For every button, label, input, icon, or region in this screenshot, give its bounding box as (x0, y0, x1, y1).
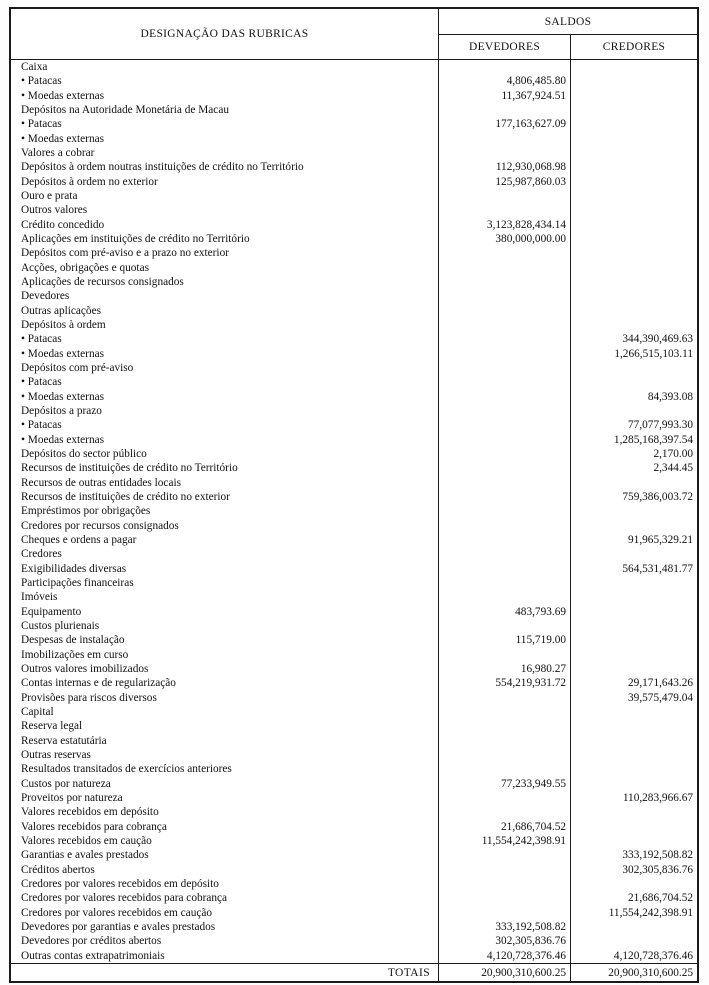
rubrica-label: Despesas de instalação (11, 633, 439, 647)
credores-value (571, 705, 697, 719)
credores-value: 564,531,481.77 (622, 562, 693, 575)
credores-value (571, 476, 697, 490)
rubrica-label: Valores a cobrar (11, 146, 439, 160)
credores-value: 333,192,508.82 (622, 849, 693, 862)
devedores-value (439, 318, 571, 332)
table-row (11, 175, 697, 189)
rubrica-label: Participações financeiras (11, 576, 439, 590)
table-row (11, 877, 697, 891)
rubrica-label: Outras contas extrapatrimoniais (11, 948, 439, 962)
table-row (11, 619, 697, 633)
table-row (11, 776, 697, 790)
rubrica-label: Créditos abertos (11, 862, 439, 876)
rubrica-label: Resultados transitados de exercícios anteriores (11, 762, 439, 776)
devedores-value (439, 504, 571, 518)
rubrica-label: Outras reservas (11, 748, 439, 762)
devedores-value (439, 647, 571, 661)
credores-value: 39,575,479.04 (628, 691, 693, 704)
devedores-value (439, 490, 571, 504)
table-row (11, 834, 697, 848)
rubrica-label: Proveitos por natureza (11, 791, 439, 805)
header-saldos-group (439, 9, 697, 59)
credores-value: 1,285,168,397.54 (613, 433, 693, 446)
rubrica-label: Ouro e prata (11, 189, 439, 203)
devedores-value: 4,120,728,376.46 (439, 948, 571, 962)
credores-value (571, 160, 697, 174)
credores-value (571, 733, 697, 747)
credores-value (571, 519, 697, 533)
devedores-value: 3,123,828,434.14 (439, 218, 571, 232)
credores-value (571, 89, 697, 103)
totals-credores-value: 20,900,310,600.25 (608, 966, 693, 979)
table-row (11, 490, 697, 504)
rubrica-label: • Moedas externas (11, 433, 439, 447)
devedores-value: 115,719.00 (439, 633, 571, 647)
rubrica-label: Imobilizações em curso (11, 647, 439, 661)
credores-value (571, 762, 697, 776)
devedores-value (439, 103, 571, 117)
devedores-value (439, 146, 571, 160)
table-row (11, 218, 697, 232)
table-row (11, 318, 697, 332)
credores-value: 21,686,704.52 (628, 892, 693, 905)
table-row (11, 848, 697, 862)
credores-value: 759,386,003.72 (622, 491, 693, 503)
rubrica-label: Credores por valores recebidos em caução (11, 905, 439, 919)
rubrica-label: Valores recebidos em depósito (11, 805, 439, 819)
table-row (11, 905, 697, 919)
rubrica-label: • Moedas externas (11, 390, 439, 404)
credores-value (571, 275, 697, 289)
table-row (11, 633, 697, 647)
rubrica-label: • Patacas (11, 375, 439, 389)
credores-value (571, 361, 697, 375)
table-row (11, 705, 697, 719)
devedores-value (439, 461, 571, 475)
credores-value: 84,393.08 (647, 390, 693, 403)
table-row (11, 361, 697, 375)
table-row (11, 576, 697, 590)
rubrica-label: Depósitos a prazo (11, 404, 439, 418)
credores-value (571, 318, 697, 332)
credores-value: 1,266,515,103.11 (614, 347, 693, 360)
devedores-value (439, 304, 571, 318)
devedores-value: 302,305,836.76 (439, 934, 571, 948)
credores-value (571, 776, 697, 790)
credores-value (571, 834, 697, 848)
table-row (11, 275, 697, 289)
credores-value (571, 819, 697, 833)
rubrica-label: • Moedas externas (11, 132, 439, 146)
table-row (11, 390, 697, 404)
table-row (11, 232, 697, 246)
table-row (11, 375, 697, 389)
table-row (11, 132, 697, 146)
devedores-value: 333,192,508.82 (439, 920, 571, 934)
table-row (11, 246, 697, 260)
credores-value (571, 175, 697, 189)
rubrica-label: Garantias e avales prestados (11, 848, 439, 862)
devedores-value (439, 690, 571, 704)
credores-value (571, 604, 697, 618)
credores-value (571, 404, 697, 418)
header-saldos: SALDOS (439, 9, 697, 35)
table-row (11, 476, 697, 490)
rubrica-label: Depósitos à ordem (11, 318, 439, 332)
devedores-value (439, 418, 571, 432)
table-row (11, 103, 697, 117)
rubrica-label: Crédito concedido (11, 218, 439, 232)
rubrica-label: Devedores por garantias e avales prestados (11, 920, 439, 934)
devedores-value (439, 447, 571, 461)
devedores-value (439, 289, 571, 303)
devedores-value (439, 619, 571, 633)
credores-value (571, 920, 697, 934)
credores-value: 91,965,329.21 (628, 533, 693, 546)
credores-value: 4,120,728,376.46 (613, 949, 693, 962)
totals-label: TOTAIS (11, 964, 439, 981)
rubrica-label: Recursos de instituições de crédito no exterior (11, 490, 439, 504)
rubrica-label: Custos plurienais (11, 619, 439, 633)
devedores-value (439, 347, 571, 361)
devedores-value (439, 733, 571, 747)
credores-value (571, 60, 697, 74)
table-row (11, 117, 697, 131)
rubrica-label: Depósitos com pré-aviso (11, 361, 439, 375)
table-row (11, 447, 697, 461)
table-row (11, 404, 697, 418)
balance-sheet-table (9, 7, 699, 983)
credores-value (571, 619, 697, 633)
table-row (11, 690, 697, 704)
credores-value (571, 132, 697, 146)
totals-devedores-value: 20,900,310,600.25 (439, 964, 571, 981)
rubrica-label: Credores por recursos consignados (11, 519, 439, 533)
rubrica-label: • Patacas (11, 117, 439, 131)
devedores-value (439, 805, 571, 819)
devedores-value (439, 433, 571, 447)
rubrica-label: Devedores (11, 289, 439, 303)
rubrica-label: Depósitos do sector público (11, 447, 439, 461)
header-saldos-subrow (439, 35, 697, 59)
devedores-value (439, 576, 571, 590)
credores-value (571, 647, 697, 661)
credores-value (571, 232, 697, 246)
credores-value (571, 261, 697, 275)
credores-value: 77,077,993.30 (628, 419, 693, 432)
credores-value: 302,305,836.76 (622, 863, 693, 876)
credores-value (571, 590, 697, 604)
table-row (11, 662, 697, 676)
rubrica-label: Reserva legal (11, 719, 439, 733)
table-row (11, 89, 697, 103)
table-row (11, 719, 697, 733)
credores-value (571, 74, 697, 88)
rubrica-label: Credores por valores recebidos em depósito (11, 877, 439, 891)
table-row (11, 533, 697, 547)
rubrica-label: Valores recebidos para cobrança (11, 819, 439, 833)
rubrica-label: • Patacas (11, 418, 439, 432)
rubrica-label: Reserva estatutária (11, 733, 439, 747)
rubrica-label: • Patacas (11, 74, 439, 88)
table-row (11, 289, 697, 303)
credores-value (571, 189, 697, 203)
devedores-value: 16,980.27 (439, 662, 571, 676)
rubrica-label: Caixa (11, 60, 439, 74)
devedores-value (439, 189, 571, 203)
table-row (11, 60, 697, 74)
devedores-value (439, 246, 571, 260)
header-designacao-das-rubricas: DESIGNAÇÃO DAS RUBRICAS (11, 9, 439, 59)
table-row (11, 347, 697, 361)
table-row (11, 160, 697, 174)
table-row (11, 891, 697, 905)
devedores-value (439, 877, 571, 891)
table-row (11, 862, 697, 876)
devedores-value: 483,793.69 (439, 604, 571, 618)
rubrica-label: Depósitos à ordem noutras instituições de crédito no Território (11, 160, 439, 174)
rubrica-label: Depósitos à ordem no exterior (11, 175, 439, 189)
table-row (11, 934, 697, 948)
table-row (11, 733, 697, 747)
rubrica-label: Equipamento (11, 604, 439, 618)
table-row (11, 74, 697, 88)
credores-value (571, 719, 697, 733)
table-row (11, 304, 697, 318)
devedores-value (439, 748, 571, 762)
credores-value (571, 146, 697, 160)
table-row (11, 433, 697, 447)
table-row (11, 819, 697, 833)
rubrica-label: Outros valores (11, 203, 439, 217)
devedores-value (439, 848, 571, 862)
devedores-value (439, 590, 571, 604)
credores-value: 2,170.00 (653, 448, 693, 461)
devedores-value (439, 905, 571, 919)
devedores-value: 554,219,931.72 (439, 676, 571, 690)
credores-value (571, 805, 697, 819)
devedores-value (439, 261, 571, 275)
devedores-value: 177,163,627.09 (439, 117, 571, 131)
table-row (11, 203, 697, 217)
rubrica-label: Imóveis (11, 590, 439, 604)
devedores-value (439, 519, 571, 533)
rubrica-label: Aplicações de recursos consignados (11, 275, 439, 289)
devedores-value (439, 361, 571, 375)
rubrica-label: Credores por valores recebidos para cobrança (11, 891, 439, 905)
rubrica-label: Devedores por créditos abertos (11, 934, 439, 948)
rubrica-label: • Moedas externas (11, 347, 439, 361)
table-row (11, 791, 697, 805)
devedores-value: 112,930,068.98 (439, 160, 571, 174)
table-row (11, 519, 697, 533)
credores-value: 110,283,966.67 (622, 791, 693, 804)
header-credores: CREDORES (602, 41, 666, 53)
credores-value (571, 304, 697, 318)
credores-value (571, 547, 697, 561)
rubrica-label: Recursos de outras entidades locais (11, 476, 439, 490)
rubrica-label: Valores recebidos em caução (11, 834, 439, 848)
devedores-value (439, 762, 571, 776)
credores-value (571, 203, 697, 217)
rubrica-label: Contas internas e de regularização (11, 676, 439, 690)
table-row (11, 189, 697, 203)
credores-value (571, 934, 697, 948)
credores-value (571, 103, 697, 117)
totals-row (11, 963, 697, 981)
table-row (11, 461, 697, 475)
devedores-value (439, 60, 571, 74)
rubrica-label: Aplicações em instituições de crédito no Território (11, 232, 439, 246)
devedores-value: 11,367,924.51 (439, 89, 571, 103)
table-row (11, 805, 697, 819)
table-row (11, 647, 697, 661)
credores-value: 11,554,242,398.91 (608, 906, 693, 919)
devedores-value (439, 476, 571, 490)
devedores-value (439, 132, 571, 146)
devedores-value: 4,806,485.80 (439, 74, 571, 88)
table-row (11, 332, 697, 346)
credores-value (571, 748, 697, 762)
rubrica-label: Outras aplicações (11, 304, 439, 318)
table-row (11, 604, 697, 618)
table-row (11, 762, 697, 776)
rubrica-label: • Moedas externas (11, 89, 439, 103)
devedores-value (439, 719, 571, 733)
devedores-value: 21,686,704.52 (439, 819, 571, 833)
rubrica-label: Depósitos na Autoridade Monetária de Macau (11, 103, 439, 117)
devedores-value (439, 533, 571, 547)
credores-value (571, 218, 697, 232)
credores-value: 344,390,469.63 (622, 333, 693, 346)
table-row (11, 920, 697, 934)
table-row (11, 504, 697, 518)
devedores-value (439, 332, 571, 346)
rubrica-label: Cheques e ordens a pagar (11, 533, 439, 547)
credores-value (571, 117, 697, 131)
devedores-value (439, 862, 571, 876)
rubrica-label: Capital (11, 705, 439, 719)
rubrica-label: Custos por natureza (11, 776, 439, 790)
rubrica-label: • Patacas (11, 332, 439, 346)
table-header (11, 9, 697, 60)
credores-value: 29,171,643.26 (628, 677, 693, 690)
table-body (11, 60, 697, 963)
credores-value (571, 289, 697, 303)
devedores-value (439, 390, 571, 404)
table-row (11, 676, 697, 690)
rubrica-label: Recursos de instituições de crédito no Território (11, 461, 439, 475)
rubrica-label: Exigibilidades diversas (11, 561, 439, 575)
devedores-value (439, 891, 571, 905)
rubrica-label: Depósitos com pré-aviso e a prazo no exterior (11, 246, 439, 260)
header-devedores: DEVEDORES (439, 35, 571, 59)
table-row (11, 561, 697, 575)
table-row (11, 948, 697, 962)
rubrica-label: Acções, obrigações e quotas (11, 261, 439, 275)
devedores-value (439, 404, 571, 418)
credores-value (571, 576, 697, 590)
credores-value (571, 504, 697, 518)
credores-value (571, 662, 697, 676)
credores-value (571, 375, 697, 389)
credores-value (571, 246, 697, 260)
table-row (11, 146, 697, 160)
credores-value (571, 633, 697, 647)
devedores-value: 77,233,949.55 (439, 776, 571, 790)
devedores-value (439, 705, 571, 719)
credores-value (571, 877, 697, 891)
rubrica-label: Outros valores imobilizados (11, 662, 439, 676)
table-row (11, 418, 697, 432)
devedores-value (439, 203, 571, 217)
table-row (11, 748, 697, 762)
rubrica-label: Credores (11, 547, 439, 561)
rubrica-label: Empréstimos por obrigações (11, 504, 439, 518)
devedores-value: 11,554,242,398.91 (439, 834, 571, 848)
devedores-value: 380,000,000.00 (439, 232, 571, 246)
devedores-value (439, 375, 571, 389)
devedores-value (439, 561, 571, 575)
table-row (11, 590, 697, 604)
devedores-value (439, 275, 571, 289)
devedores-value (439, 547, 571, 561)
credores-value: 2,344.45 (653, 462, 693, 475)
rubrica-label: Provisões para riscos diversos (11, 690, 439, 704)
table-row (11, 261, 697, 275)
devedores-value (439, 791, 571, 805)
devedores-value: 125,987,860.03 (439, 175, 571, 189)
table-row (11, 547, 697, 561)
